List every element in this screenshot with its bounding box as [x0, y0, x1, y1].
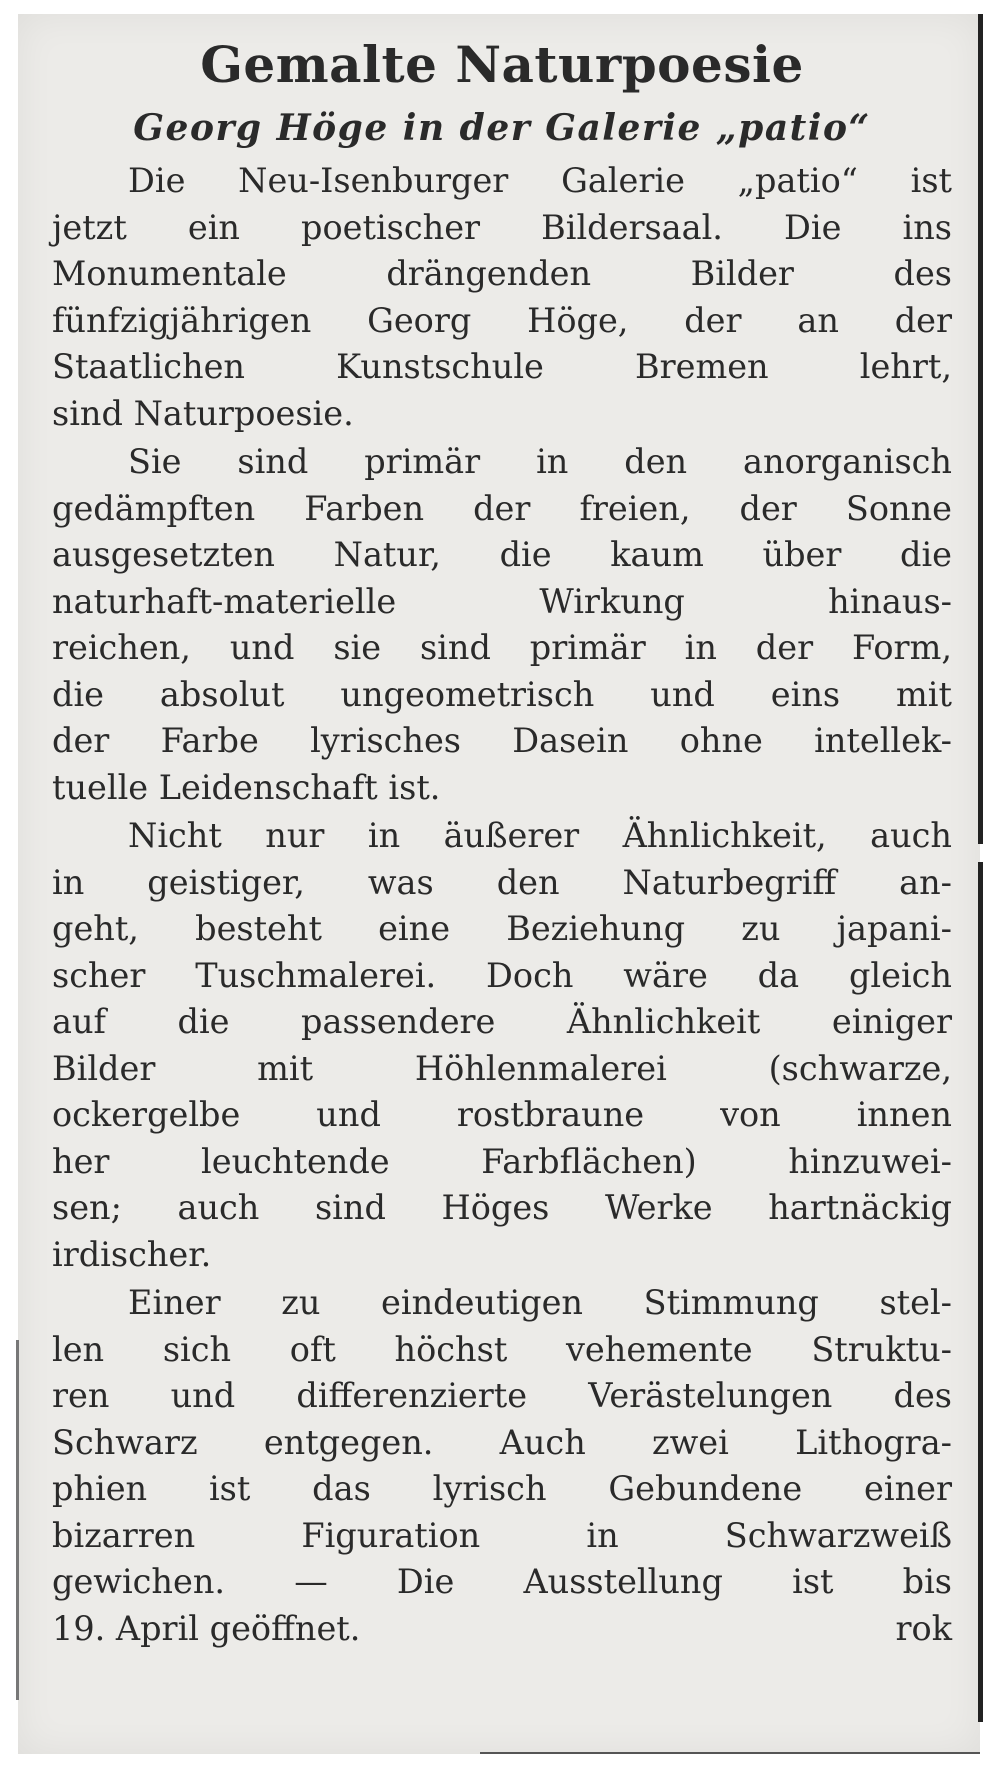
text-line: Bilder mit Höhlenmalerei (schwarze,: [52, 1048, 952, 1088]
closing-text: 19. April geöffnet.: [52, 1608, 361, 1648]
text-line: in geistiger, was den Naturbegriff an-: [52, 862, 952, 902]
text-line: ren und differenzierte Verästelungen des: [52, 1376, 952, 1415]
text-line: reichen, und sie sind primär in der Form,: [52, 628, 952, 667]
text-line: phien ist das lyrisch Gebundene einer: [52, 1469, 952, 1508]
paragraph-4: [52, 1280, 952, 1652]
text-line: geht, besteht eine Beziehung zu japani-: [52, 909, 952, 948]
article-headline: Gemalte Naturpoesie: [200, 35, 804, 94]
text-line: sen; auch sind Höges Werke hartnäckig: [52, 1188, 952, 1227]
text-line: die absolut ungeometrisch und eins mit: [52, 674, 952, 714]
article: [52, 30, 952, 1654]
text-line: Monumentale drängenden Bilder des: [52, 254, 952, 293]
author-signature: rok: [895, 1608, 952, 1648]
paragraph-3: [52, 813, 952, 1278]
text-line: sind Naturpoesie.: [52, 393, 354, 433]
text-line: len sich oft höchst vehemente Struktu-: [52, 1329, 952, 1369]
text-line: Schwarz entgegen. Auch zwei Lithogra-: [52, 1422, 952, 1462]
text-line: gedämpften Farben der freien, der Sonne: [52, 488, 952, 528]
text-line: gewichen. — Die Ausstellung ist bis: [52, 1562, 952, 1601]
text-line: Sie sind primär in den anorganisch: [128, 442, 952, 481]
paragraph-2: [52, 439, 952, 811]
text-line: bizarren Figuration in Schwarzweiß: [52, 1515, 952, 1555]
text-line: her leuchtende Farbflächen) hinzuwei-: [52, 1141, 952, 1181]
column-rule-left: [16, 1340, 19, 1700]
column-rule-right-upper: [978, 14, 983, 844]
text-line: der Farbe lyrisches Dasein ohne intellek-: [52, 721, 952, 760]
final-text-line: [52, 1606, 952, 1653]
text-line: Staatlichen Kunstschule Bremen lehrt,: [52, 347, 952, 386]
text-line: jetzt ein poetischer Bildersaal. Die ins: [52, 207, 952, 247]
text-line: Nicht nur in äußerer Ähnlichkeit, auch: [128, 816, 952, 855]
clipping-bottom-edge: [480, 1752, 980, 1754]
text-line: fünfzigjährigen Georg Höge, der an der: [52, 300, 952, 340]
text-line: ockergelbe und rostbraune von innen: [52, 1095, 952, 1134]
text-line: irdischer.: [52, 1234, 212, 1274]
text-line: Die Neu-Isenburger Galerie „patio“ ist: [128, 161, 952, 200]
paragraph-1: [52, 158, 952, 437]
text-line: naturhaft-materielle Wirkung hinaus-: [52, 581, 952, 621]
column-rule-right-lower: [978, 862, 983, 1722]
text-line: Einer zu eindeutigen Stimmung stel-: [128, 1283, 952, 1322]
text-line: ausgesetzten Natur, die kaum über die: [52, 535, 952, 574]
text-line: tuelle Leidenschaft ist.: [52, 767, 441, 807]
text-line: auf die passendere Ähnlichkeit einiger: [52, 1002, 952, 1041]
text-line: scher Tuschmalerei. Doch wäre da gleich: [52, 955, 952, 995]
article-subhead: Georg Höge in der Galerie „patio“: [133, 107, 871, 149]
